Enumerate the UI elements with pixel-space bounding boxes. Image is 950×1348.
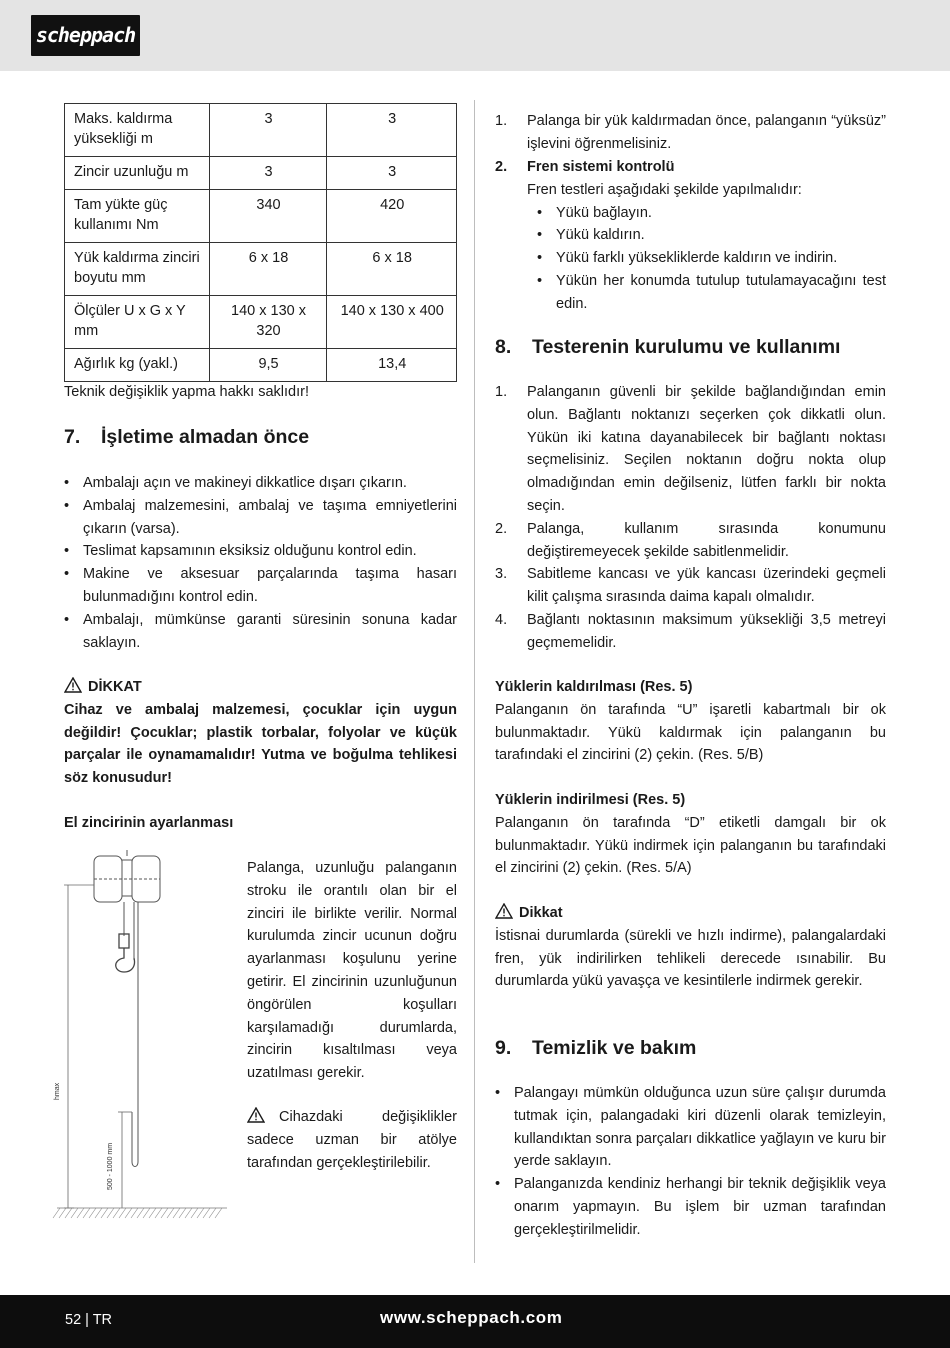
modification-note-text: Cihazdaki değişiklikler sadece uzman bir atölye tarafından gerçekleştirilebilir.	[247, 1109, 457, 1171]
range-label: 500 - 1000 mm	[107, 1142, 114, 1190]
warning-text: Cihaz ve ambalaj malzemesi, çocuklar için uygun değildir! Çocuklar; plastik torbalar, folyolar ve küçük parçalar ile oynamamalıdır! Yutma ve boğulma tehlikesi söz konusudur!	[64, 701, 457, 787]
item-number: 2.	[495, 520, 508, 537]
brake-bullets	[495, 202, 886, 316]
hatch-line	[59, 1208, 66, 1218]
list-item: • Makine ve aksesuar parçalarında taşıma hasarı bulunmadığını kontrol edin.	[64, 563, 457, 609]
section-9-heading	[495, 1035, 696, 1061]
item-text: Palanganın güvenli bir şekilde bağlandığından emin olun. Bağlantı noktanızı seçerken çok dikkatli olun. Yükün iki katına dayanabilecek bir bağlantı noktası seçmelisiniz. Seçilen noktanın doğru nokta olup olmadığından emin değilseniz, lütfen farklı bir nokta seçin.	[527, 384, 886, 514]
section-number: 9.	[495, 1037, 512, 1059]
hatch-line	[65, 1208, 72, 1218]
hatch-line	[125, 1208, 132, 1218]
range-dimension	[118, 1112, 132, 1208]
floor-hatch-lines	[53, 1208, 222, 1218]
hatch-line	[149, 1208, 156, 1218]
section-9-list	[495, 1082, 886, 1242]
hatch-line	[143, 1208, 150, 1218]
item-number: 3.	[495, 566, 508, 583]
tech-note: Teknik değişiklik yapma hakkı saklıdır!	[64, 384, 309, 400]
chain-loop	[132, 1112, 138, 1167]
spec-label: Yük kaldırma zinciri boyutu mm	[65, 243, 210, 296]
warning-triangle-icon	[247, 1107, 265, 1123]
item-number: 2.	[495, 159, 508, 175]
hmax-label: hmax	[54, 1082, 61, 1100]
numbered-item	[495, 563, 886, 609]
numbered-item	[495, 518, 886, 564]
caution-text: İstisnai durumlarda (sürekli ve hızlı indirme), palangalardaki fren, yük indirilirken tehlikeli derecede ısınabilir. Bu durumlarda yükü yavaşça ve kesintilerle indirmek gerekir.	[495, 927, 886, 990]
hatch-line	[95, 1208, 102, 1218]
header-bar	[0, 0, 950, 71]
hatch-line	[137, 1208, 144, 1218]
hoist-body	[94, 850, 160, 902]
hatch-line	[101, 1208, 108, 1218]
spec-value-1: 340	[209, 190, 327, 243]
lifting-heading: Yüklerin kaldırılması (Res. 5)	[495, 679, 693, 695]
page-number: 52 | TR	[65, 1312, 113, 1328]
section-title: Testerenin kurulumu ve kullanımı	[532, 336, 841, 358]
brake-intro: Fren testleri aşağıdaki şekilde yapılmalıdır:	[527, 181, 802, 198]
hmax-dimension	[64, 885, 94, 1208]
chain-text: Palanga, uzunluğu palanganın stroku ile orantılı olan bir el zinciri ile birlikte verilir. Normal kurulumda zincir ucunun doğru ayarlanması koşulunu yerine getirir. El zincirinin uzunluğunun öngörülen koşulları karşılamadığı durumlarda, zincirin kısaltılması veya uzatılması gerekir.	[247, 860, 457, 1082]
lifting-text: Palanganın ön tarafında “U” işaretli kabartmalı bir ok bulunmaktadır. Yükü kaldırmak için palanganın bu tarafındaki el zincirini (2) çekin. (Res. 5/B)	[495, 701, 886, 764]
hatch-line	[191, 1208, 198, 1218]
hatch-line	[203, 1208, 210, 1218]
spec-row	[65, 104, 457, 157]
lowering-text: Palanganın ön tarafında “D” etiketli damgalı bir ok bulunmaktadır. Yükü indirmek için palanganın bu tarafındaki el zincirini (2) çekin. (Res. 5/A)	[495, 814, 886, 877]
list-item: • Yükü kaldırın.	[537, 224, 886, 247]
hatch-line	[53, 1208, 60, 1218]
list-item: • Ambalajı açın ve makineyi dikkatlice dışarı çıkarın.	[64, 472, 457, 495]
spec-table-body	[65, 104, 457, 382]
item-number: 1.	[495, 384, 508, 400]
warning-triangle-icon	[64, 677, 82, 693]
website-link[interactable]: www.scheppach.com	[380, 1308, 563, 1327]
hatch-line	[89, 1208, 96, 1218]
caution-title	[495, 902, 886, 925]
section-8-list	[495, 381, 886, 655]
hatch-line	[215, 1208, 222, 1218]
spec-value-2: 6 x 18	[327, 243, 457, 296]
hatch-line	[179, 1208, 186, 1218]
column-divider	[474, 100, 475, 1263]
spec-value-1: 9,5	[209, 349, 327, 382]
caution-title-text: Dikkat	[519, 905, 563, 921]
spec-value-1: 3	[209, 104, 327, 157]
footer-bar	[0, 1295, 950, 1348]
spec-value-2: 140 x 130 x 400	[327, 296, 457, 349]
spec-value-2: 420	[327, 190, 457, 243]
lowering-heading: Yüklerin indirilmesi (Res. 5)	[495, 792, 686, 808]
warning-triangle-icon	[495, 903, 513, 919]
spec-value-1: 140 x 130 x 320	[209, 296, 327, 349]
warning-block	[64, 676, 457, 790]
hatch-line	[167, 1208, 174, 1218]
caution-block	[495, 902, 886, 993]
spec-value-2: 13,4	[327, 349, 457, 382]
section-7-list	[64, 472, 457, 654]
section-8-heading	[495, 334, 840, 360]
spec-row	[65, 243, 457, 296]
warning-title	[64, 676, 457, 699]
lifting-block	[495, 676, 886, 767]
hatch-line	[197, 1208, 204, 1218]
section-title: Temizlik ve bakım	[532, 1037, 697, 1059]
hatch-line	[131, 1208, 138, 1218]
section-number: 7.	[64, 426, 81, 448]
hatch-line	[173, 1208, 180, 1218]
hatch-line	[77, 1208, 84, 1218]
hatch-line	[155, 1208, 162, 1218]
hatch-line	[161, 1208, 168, 1218]
section-title: İşletime almadan önce	[101, 426, 310, 448]
spec-label: Maks. kaldırma yüksekliği m	[65, 104, 210, 157]
hatch-line	[185, 1208, 192, 1218]
item-title: Fren sistemi kontrolü	[527, 159, 675, 175]
item-text: Sabitleme kancası ve yük kancası üzerindeki geçmeli kilit çalışma sırasında daima kapalı olmalıdır.	[527, 566, 886, 606]
list-item: • Ambalajı, mümkünse garanti süresinin sonuna kadar saklayın.	[64, 609, 457, 655]
item-number: 1.	[495, 113, 508, 129]
lowering-block	[495, 789, 886, 880]
hand-chain	[124, 902, 138, 1120]
spec-value-2: 3	[327, 104, 457, 157]
brake-check-item	[495, 156, 886, 316]
spec-value-2: 3	[327, 157, 457, 190]
warning-title-text: DİKKAT	[88, 679, 142, 695]
list-item: • Yükü farklı yüksekliklerde kaldırın ve indirin.	[537, 247, 886, 270]
spec-label: Tam yükte güç kullanımı Nm	[65, 190, 210, 243]
section-number: 8.	[495, 336, 512, 358]
list-item: • Yükün her konumda tutulup tutulamayacağını test edin.	[537, 270, 886, 316]
list-item: • Yükü bağlayın.	[537, 202, 886, 225]
spec-table	[64, 103, 457, 382]
spec-value-1: 3	[209, 157, 327, 190]
spec-label: Ölçüler U x G x Y mm	[65, 296, 210, 349]
logo-text: scheppach	[35, 23, 136, 48]
chain-heading: El zincirinin ayarlanması	[64, 815, 234, 831]
hatch-line	[209, 1208, 216, 1218]
item-text: Bağlantı noktasının maksimum yüksekliği 3,5 metreyi geçmemelidir.	[527, 611, 886, 651]
spec-row	[65, 349, 457, 382]
spec-label: Zincir uzunluğu m	[65, 157, 210, 190]
hatch-line	[113, 1208, 120, 1218]
hoist-chain-diagram	[52, 850, 232, 1240]
item-number: 4.	[495, 611, 508, 628]
numbered-item	[495, 381, 886, 518]
numbered-item	[495, 609, 886, 655]
spec-row	[65, 157, 457, 190]
hatch-line	[83, 1208, 90, 1218]
hatch-line	[71, 1208, 78, 1218]
spec-row	[65, 190, 457, 243]
hatch-line	[119, 1208, 126, 1218]
hatch-line	[107, 1208, 114, 1218]
right-top-list	[495, 110, 886, 156]
spec-value-1: 6 x 18	[209, 243, 327, 296]
item-text: Palanga bir yük kaldırmadan önce, palanganın “yüksüz” işlevini öğrenmelisiniz.	[527, 113, 886, 152]
list-item: • Ambalaj malzemesini, ambalaj ve taşıma emniyetlerini çıkarın (varsa).	[64, 495, 457, 541]
brand-logo	[31, 15, 140, 56]
numbered-item	[495, 110, 886, 156]
list-item: • Palanganızda kendiniz herhangi bir teknik değişiklik veya onarım yapmayın. Bu işlem bir uzman tarafından gerçekleştirilmelidir.	[495, 1173, 886, 1241]
spec-label: Ağırlık kg (yakl.)	[65, 349, 210, 382]
load-hook	[116, 934, 135, 972]
list-item: • Teslimat kapsamının eksiksiz olduğunu kontrol edin.	[64, 540, 457, 563]
item-text: Palanga, kullanım sırasında konumunu değiştiremeyecek şekilde sabitlenmelidir.	[527, 520, 886, 560]
list-item: • Palangayı mümkün olduğunca uzun süre çalışır durumda tutmak için, palangadaki kiri düzenli olarak temizleyin, kullandıktan sonra parçaları dikkatlice yağlayın ve kuru bir yerde saklayın.	[495, 1082, 886, 1173]
spec-row	[65, 296, 457, 349]
modification-note	[247, 1106, 457, 1174]
section-7-heading	[64, 424, 309, 450]
